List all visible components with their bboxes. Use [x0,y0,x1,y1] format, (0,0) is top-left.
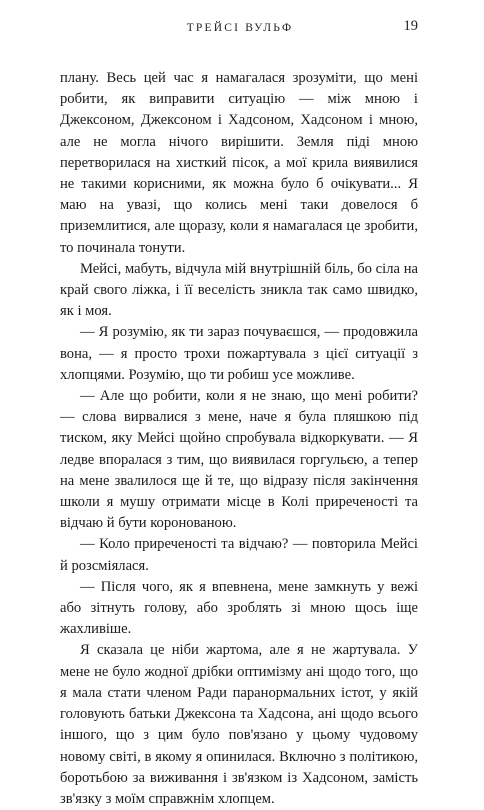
page-number: 19 [403,18,418,34]
paragraph: Я сказала це ніби жартома, але я не жартувала. У мене не було жодної дрібки оптимізму ані щодо того, що я мала стати членом Ради паранормальних істот, у якій головують батьки Джексона та Хадсона, ані щодо всього іншого, що з цим було пов'язано у цьому чудовому новому світі, в якому я опинилася. Включно з політикою, боротьбою за виживання і зв'язком із Хадсоном, замість зв'язку з моїм справжнім хлопцем. [60,642,418,807]
paragraph: — Я розумію, як ти зараз почуваєшся, — продовжила вона, — я просто трохи пожартувала з цієї ситуації з хлопцями. Розумію, що ти робиш усе можливе. [60,324,418,383]
paragraph: — Коло приреченості та відчаю? — повторила Мейсі й розсміялася. [60,536,418,574]
paragraph: — Після чого, як я впевнена, мене замкнуть у вежі або зітнуть голову, або зроблять зі мною щось іще жахливіше. [60,578,418,638]
body-text [60,68,418,810]
paragraph: плану. Весь цей час я намагалася зрозуміти, що мені робити, як виправити ситуацію — між мною і Джексоном, Джексоном і Хадсоном, Хадсоном і мною, але не могла нічого вирішити. Земля піді мною перетворилася на хисткий пісок, а мої крила виявилися не такими корисними, як можна було б очікувати... Я маю на увазі, що колись мені таки довелося б приземлитися, але щоразу, коли я намагалася це зробити, то починала тонути. [60,70,418,256]
running-header-author: ТРЕЙСІ ВУЛЬФ [186,22,294,34]
paragraph: Мейсі, мабуть, відчула мій внутрішній біль, бо сіла на край свого ліжка, і її веселість зникла так само швидко, як і моя. [60,260,418,320]
paragraph: — Але що робити, коли я не знаю, що мені робити? — слова вирвалися з мене, наче я була пляшкою під тиском, яку Мейсі щойно спробувала відкоркувати. — Я ледве впоралася з тим, що виявилася горгульєю, а тепер на мене звалилося ще й те, що відразу після закінчення школи я мушу отримати місце в Колі приреченості та відчаю й бути коронованою. [60,388,418,532]
